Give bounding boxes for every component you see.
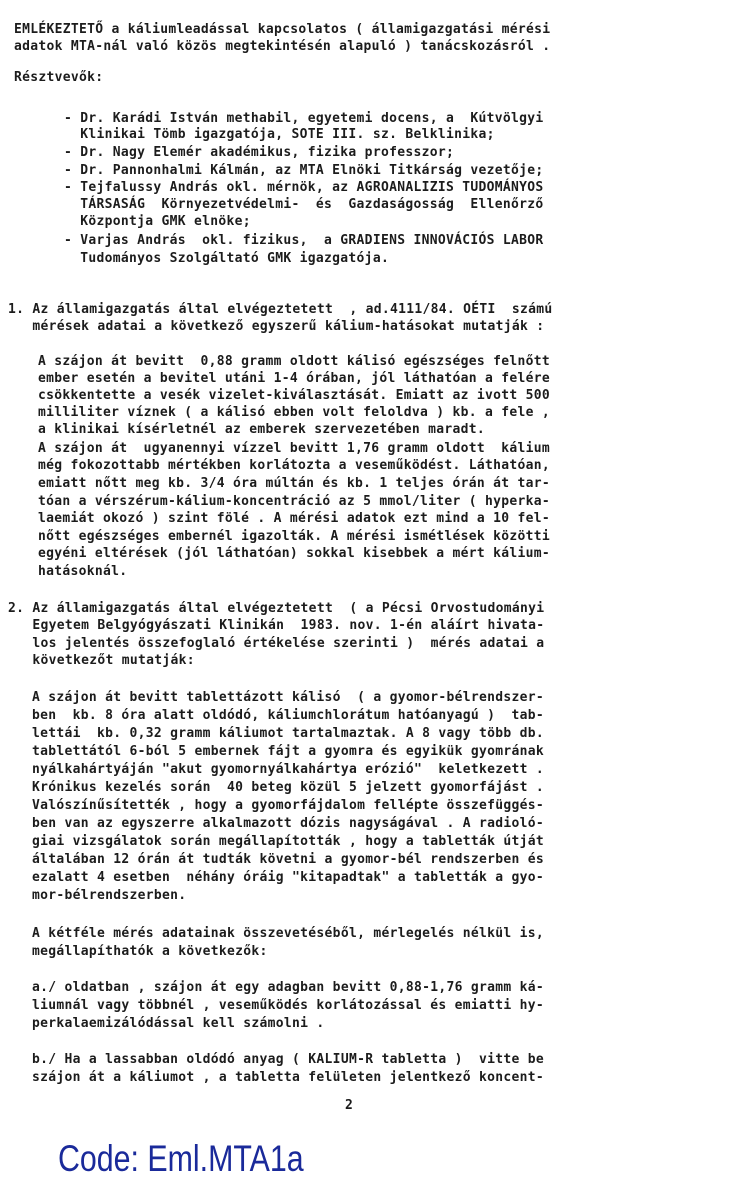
section1-body-line-13: hatásoknál. [38, 564, 128, 579]
section2-heading-line-3: los jelentés összefoglaló értékelése szerinti ) mérés adatai a [8, 636, 545, 651]
section2-body-line-1: A szájon át bevitt tablettázott kálisó ( a gyomor-bélrendszer- [32, 690, 544, 705]
point-a-line-3: perkalaemizálódással kell számolni . [32, 1016, 325, 1031]
header-line-2: adatok MTA-nál való közös megtekintésén alapuló ) tanácskozásról . [14, 39, 551, 54]
participant-5-line-2: Tudományos Szolgáltató GMK igazgatója. [64, 251, 390, 266]
section1-heading-line-1: 1. Az államigazgatás által elvégeztetett , ad.4111/84. OÉTI számú [8, 302, 553, 317]
section2-body-line-11: ezalatt 4 esetben néhány óráig "kitapadtak" a tabletták a gyo- [32, 870, 544, 885]
participant-5-line-1: - Varjas András okl. fizikus, a GRADIENS INNOVÁCIÓS LABOR [64, 233, 544, 248]
section1-body-line-1: A szájon át bevitt 0,88 gramm oldott kálisó egészséges felnőtt [38, 354, 550, 369]
section2-body-line-7: Valószínűsítették , hogy a gyomorfájdalom fellépte összefüggés- [32, 798, 544, 813]
section2-heading-line-1: 2. Az államigazgatás által elvégeztetett ( a Pécsi Orvostudományi [8, 601, 545, 616]
section1-body-line-2: ember esetén a bevitel utáni 1-4 órában, jól láthatóan a felére [38, 371, 550, 386]
point-a-line-2: liumnál vagy többnél , veseműködés korlátozással és emiatti hy- [32, 998, 544, 1013]
section1-body-line-11: nőtt egészséges embernél igazolták. A mérési ismétlések közötti [38, 529, 550, 544]
participants-title: Résztvevők: [14, 70, 104, 85]
section1-heading-line-2: mérések adatai a következő egyszerű kálium-hatásokat mutatják : [8, 319, 545, 334]
participant-4-line-1: - Tejfalussy András okl. mérnök, az AGROANALIZIS TUDOMÁNYOS [64, 180, 544, 195]
section2-body-line-6: Krónikus kezelés során 40 beteg közül 5 jelzett gyomorfájást . [32, 780, 544, 795]
conclusion-intro-line-1: A kétféle mérés adatainak összevetéséből, mérlegelés nélkül is, [32, 926, 544, 941]
section1-body-line-6: A szájon át ugyanennyi vízzel bevitt 1,76 gramm oldott kálium [38, 441, 550, 456]
section1-body-line-9: tóan a vérszérum-kálium-koncentráció az 5 mmol/liter ( hyperka- [38, 494, 550, 509]
section2-body-line-3: lettái kb. 0,32 gramm káliumot tartalmaztak. A 8 vagy több db. [32, 726, 544, 741]
point-a-line-1: a./ oldatban , szájon át egy adagban bevitt 0,88-1,76 gramm ká- [32, 980, 544, 995]
header-line-1: EMLÉKEZTETŐ a káliumleadással kapcsolatos ( államigazgatási mérési [14, 22, 551, 37]
point-b-line-2: szájon át a káliumot , a tabletta felületen jelentkező koncent- [32, 1070, 544, 1085]
section1-body-line-3: csökkentette a vesék vizelet-kiválasztását. Emiatt az ivott 500 [38, 388, 550, 403]
participant-4-line-2: TÁRSASÁG Környezetvédelmi- és Gazdaságosság Ellenőrző [64, 197, 544, 212]
section2-body-line-5: nyálkahártyáján "akut gyomornyálkahártya erózió" keletkezett . [32, 762, 544, 777]
participant-1-line-2: Klinikai Tömb igazgatója, SOTE III. sz. Belklinika; [64, 127, 495, 142]
section2-body-line-10: általában 12 órán át tudták követni a gyomor-bél rendszerben és [32, 852, 544, 867]
section2-body-line-12: mor-bélrendszerben. [32, 888, 187, 903]
section1-body-line-7: még fokozottabb mértékben korlátozta a veseműködést. Láthatóan, [38, 458, 550, 473]
section1-body-line-12: egyéni eltérések (jól láthatóan) sokkal kisebbek a mért kálium- [38, 546, 550, 561]
document-code-label: Code: Eml.MTA1a [58, 1138, 304, 1179]
section1-body-line-4: milliliter víznek ( a kálisó ebben volt feloldva ) kb. a fele , [38, 405, 550, 420]
section1-body-line-10: laemiát okozó ) szint fölé . A mérési adatok ezt mind a 10 fel- [38, 511, 550, 526]
participant-4-line-3: Központja GMK elnöke; [64, 214, 251, 229]
section2-heading-line-4: következőt mutatják: [8, 653, 195, 668]
participant-3-line-1: - Dr. Pannonhalmi Kálmán, az MTA Elnöki Titkárság vezetője; [64, 163, 544, 178]
section1-body-line-8: emiatt nőtt meg kb. 3/4 óra múltán és kb. 1 teljes órán át tar- [38, 476, 550, 491]
page-number: 2 [345, 1098, 353, 1113]
section2-body-line-9: giai vizsgálatok során megállapították , hogy a tabletták útját [32, 834, 544, 849]
point-b-line-1: b./ Ha a lassabban oldódó anyag ( KALIUM-R tabletta ) vitte be [32, 1052, 544, 1067]
section1-body-line-5: a klinikai kísérletnél az emberek szervezetében maradt. [38, 422, 485, 437]
participant-1-line-1: - Dr. Karádi István methabil, egyetemi docens, a Kútvölgyi [64, 111, 544, 126]
section2-body-line-8: ben van az egyszerre alkalmazott dózis nagyságával . A radioló- [32, 816, 544, 831]
section2-body-line-2: ben kb. 8 óra alatt oldódó, káliumchlorátum hatóanyagú ) tab- [32, 708, 544, 723]
participant-2-line-1: - Dr. Nagy Elemér akadémikus, fizika professzor; [64, 145, 455, 160]
section2-body-line-4: tablettától 6-ból 5 embernek fájt a gyomra és egyikük gyomrának [32, 744, 544, 759]
section2-heading-line-2: Egyetem Belgyógyászati Klinikán 1983. nov. 1-én aláírt hivata- [8, 618, 545, 633]
conclusion-intro-line-2: megállapíthatók a következők: [32, 944, 268, 959]
